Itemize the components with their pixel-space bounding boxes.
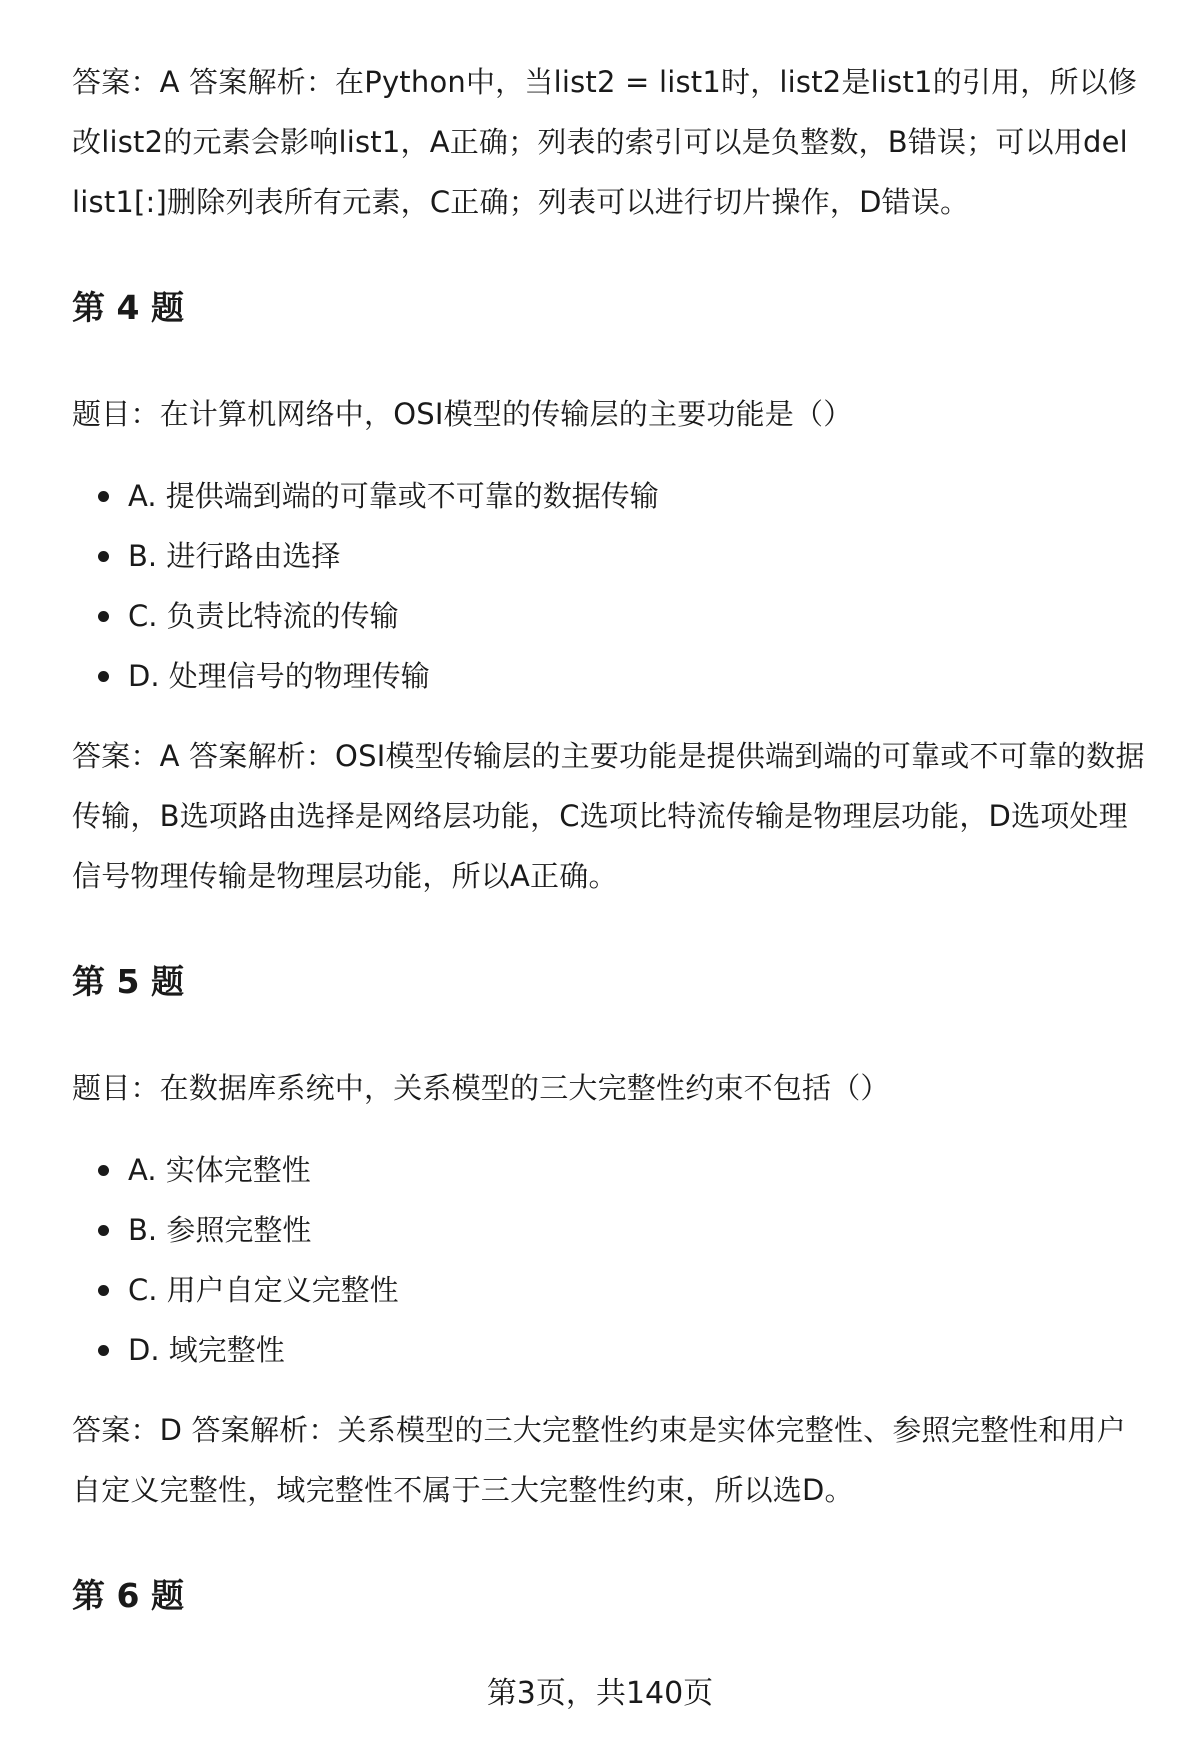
question-4-stem: 题目：在计算机网络中，OSI模型的传输层的主要功能是（）	[72, 397, 853, 431]
question-4-answer: 答案：A 答案解析：OSI模型传输层的主要功能是提供端到端的可靠或不可靠的数据传输，B选项路由选择是网络层功能，C选项比特流传输是物理层功能，D选项处理信号物理传输是物理层功能，所以A正确。	[72, 739, 1145, 893]
option-text: A. 实体完整性	[128, 1153, 311, 1187]
bullet-icon	[98, 1165, 109, 1176]
option-item	[72, 526, 1152, 586]
option-text: B. 进行路由选择	[128, 539, 341, 573]
bullet-icon	[98, 1345, 109, 1356]
bullet-icon	[98, 551, 109, 562]
option-text: A. 提供端到端的可靠或不可靠的数据传输	[128, 479, 659, 513]
bullet-icon	[98, 611, 109, 622]
option-item	[72, 646, 1152, 706]
option-item	[72, 466, 1152, 526]
option-text: C. 负责比特流的传输	[128, 599, 399, 633]
option-item	[72, 1200, 1152, 1260]
option-item	[72, 1260, 1152, 1320]
question-5-answer: 答案：D 答案解析：关系模型的三大完整性约束是实体完整性、参照完整性和用户自定义完整性，域完整性不属于三大完整性约束，所以选D。	[72, 1413, 1126, 1507]
question-4-heading: 第 4 题	[72, 288, 184, 327]
option-text: C. 用户自定义完整性	[128, 1273, 399, 1307]
option-text: D. 域完整性	[128, 1333, 285, 1367]
option-item	[72, 1320, 1152, 1380]
option-item	[72, 1140, 1152, 1200]
document-page	[72, 52, 1152, 1672]
page-number-footer: 第3页，共140页	[486, 1676, 714, 1711]
option-text: D. 处理信号的物理传输	[128, 659, 430, 693]
question-5-stem: 题目：在数据库系统中，关系模型的三大完整性约束不包括（）	[72, 1071, 890, 1105]
bullet-icon	[98, 491, 109, 502]
option-item	[72, 586, 1152, 646]
question-5-heading: 第 5 题	[72, 962, 184, 1001]
question-5-options	[72, 1140, 1152, 1380]
q3-answer-explanation: 答案：A 答案解析：在Python中，当list2 = list1时，list2是list1的引用，所以修改list2的元素会影响list1，A正确；列表的索引可以是负整数，B错误；可以用del list1[:]删除列表所有元素，C正确；列表可以进行切片操作，D错误。	[72, 65, 1138, 219]
question-6-heading: 第 6 题	[72, 1576, 184, 1615]
bullet-icon	[98, 1225, 109, 1236]
option-text: B. 参照完整性	[128, 1213, 312, 1247]
bullet-icon	[98, 1285, 109, 1296]
bullet-icon	[98, 671, 109, 682]
question-4-options	[72, 466, 1152, 706]
